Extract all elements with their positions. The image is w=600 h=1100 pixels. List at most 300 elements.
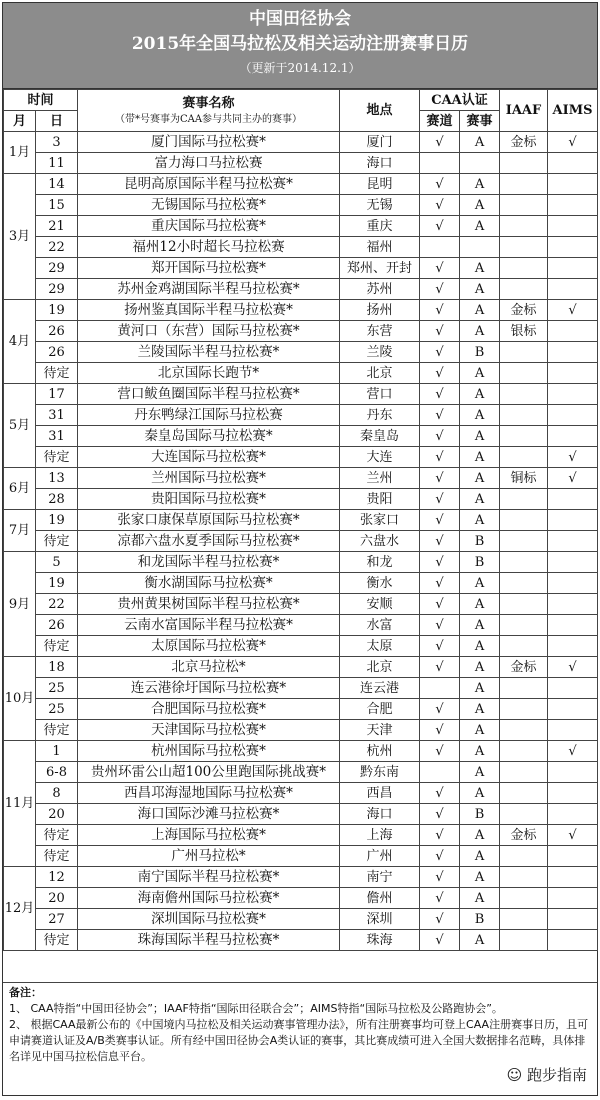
course-cert-cell: √ (420, 825, 460, 846)
place-cell: 深圳 (340, 909, 420, 930)
aims-cell (548, 321, 598, 342)
day-cell: 待定 (36, 636, 78, 657)
event-cert-cell: A (460, 279, 500, 300)
iaaf-cell (500, 678, 548, 699)
table-row (4, 720, 598, 741)
day-cell: 12 (36, 867, 78, 888)
event-cert-cell: A (460, 573, 500, 594)
place-cell: 丹东 (340, 405, 420, 426)
iaaf-cell (500, 804, 548, 825)
place-cell: 营口 (340, 384, 420, 405)
month-cell: 11月 (4, 741, 36, 867)
watermark: ☺ 跑步指南 (506, 1066, 587, 1084)
event-name-cell: 南宁国际半程马拉松赛* (78, 867, 340, 888)
aims-cell (548, 384, 598, 405)
table-row (4, 846, 598, 867)
month-cell: 7月 (4, 510, 36, 552)
course-cert-cell (420, 678, 460, 699)
event-name-cell: 扬州鉴真国际半程马拉松赛* (78, 300, 340, 321)
day-cell: 26 (36, 321, 78, 342)
note-2: 2、 根据CAA最新公布的《中国境内马拉松及相关运动赛事管理办法》，所有注册赛事均可登上CAA注册赛事日历，且可申请赛道认证及A/B类赛事认证。所有经中国田径协会A类认证的赛事，其比赛成绩可进入全国大数据排名范畴，具体排名详见中国马拉松信息平台。 (9, 1018, 589, 1063)
event-name-cell: 海南儋州国际马拉松赛* (78, 888, 340, 909)
iaaf-cell (500, 909, 548, 930)
event-name-cell: 上海国际马拉松赛* (78, 825, 340, 846)
iaaf-cell (500, 258, 548, 279)
event-cert-cell: A (460, 636, 500, 657)
month-cell: 5月 (4, 384, 36, 468)
iaaf-cell (500, 426, 548, 447)
event-cert-cell: A (460, 615, 500, 636)
table-row (4, 405, 598, 426)
table-row (4, 594, 598, 615)
iaaf-cell: 金标 (500, 300, 548, 321)
event-name-cell: 无锡国际马拉松赛* (78, 195, 340, 216)
place-cell: 东营 (340, 321, 420, 342)
event-cert-cell: A (460, 216, 500, 237)
day-cell: 28 (36, 489, 78, 510)
calendar-page (2, 2, 598, 1096)
iaaf-cell (500, 489, 548, 510)
event-cert-cell: A (460, 888, 500, 909)
aims-cell (548, 195, 598, 216)
place-cell: 重庆 (340, 216, 420, 237)
place-cell: 上海 (340, 825, 420, 846)
event-name-cell: 贵州黄果树国际半程马拉松赛* (78, 594, 340, 615)
day-cell: 待定 (36, 531, 78, 552)
place-cell: 扬州 (340, 300, 420, 321)
org-name: 中国田径协会 (249, 9, 351, 29)
day-cell: 5 (36, 552, 78, 573)
iaaf-cell (500, 552, 548, 573)
event-cert-cell (460, 153, 500, 174)
table-row (4, 216, 598, 237)
course-cert-cell: √ (420, 867, 460, 888)
iaaf-cell (500, 720, 548, 741)
event-cert-cell: A (460, 132, 500, 153)
event-cert-cell: A (460, 930, 500, 951)
day-cell: 26 (36, 342, 78, 363)
course-cert-cell: √ (420, 699, 460, 720)
course-cert-cell: √ (420, 930, 460, 951)
day-cell: 待定 (36, 930, 78, 951)
event-name-cell: 贵阳国际马拉松赛* (78, 489, 340, 510)
iaaf-cell (500, 636, 548, 657)
title-block (3, 3, 597, 89)
aims-cell (548, 405, 598, 426)
day-cell: 3 (36, 132, 78, 153)
event-cert-cell: A (460, 468, 500, 489)
event-name-cell: 秦皇岛国际马拉松赛* (78, 426, 340, 447)
place-cell: 南宁 (340, 867, 420, 888)
event-name-cell: 珠海国际半程马拉松赛* (78, 930, 340, 951)
event-cert-cell: A (460, 762, 500, 783)
event-name-cell: 郑开国际马拉松赛* (78, 258, 340, 279)
day-cell: 待定 (36, 825, 78, 846)
aims-cell (548, 279, 598, 300)
aims-cell: √ (548, 132, 598, 153)
event-name-cell: 黄河口（东营）国际马拉松赛* (78, 321, 340, 342)
table-row (4, 447, 598, 468)
event-cert-cell: A (460, 846, 500, 867)
iaaf-cell (500, 888, 548, 909)
day-cell: 待定 (36, 447, 78, 468)
event-cert-cell: A (460, 594, 500, 615)
place-cell: 兰陵 (340, 342, 420, 363)
notes (3, 982, 597, 1067)
course-cert-cell: √ (420, 510, 460, 531)
calendar-title: 2015年全国马拉松及相关运动注册赛事日历 (131, 34, 469, 54)
place-cell: 和龙 (340, 552, 420, 573)
place-cell: 儋州 (340, 888, 420, 909)
event-cert-cell: A (460, 720, 500, 741)
iaaf-cell (500, 615, 548, 636)
day-cell: 20 (36, 888, 78, 909)
table-row (4, 699, 598, 720)
col-place: 地点 (340, 90, 420, 132)
aims-cell (548, 846, 598, 867)
iaaf-cell (500, 699, 548, 720)
col-course: 赛道 (420, 111, 460, 132)
event-name-cell: 北京国际长跑节* (78, 363, 340, 384)
course-cert-cell: √ (420, 174, 460, 195)
iaaf-cell (500, 930, 548, 951)
iaaf-cell (500, 594, 548, 615)
place-cell: 郑州、开封 (340, 258, 420, 279)
day-cell: 22 (36, 237, 78, 258)
course-cert-cell: √ (420, 384, 460, 405)
event-cert-cell: A (460, 678, 500, 699)
day-cell: 21 (36, 216, 78, 237)
course-cert-cell: √ (420, 321, 460, 342)
day-cell: 19 (36, 300, 78, 321)
event-cert-cell: A (460, 363, 500, 384)
place-cell: 大连 (340, 447, 420, 468)
iaaf-cell (500, 783, 548, 804)
course-cert-cell: √ (420, 300, 460, 321)
place-cell: 海口 (340, 153, 420, 174)
day-cell: 27 (36, 909, 78, 930)
aims-cell (548, 636, 598, 657)
place-cell: 太原 (340, 636, 420, 657)
course-cert-cell: √ (420, 342, 460, 363)
aims-cell (548, 510, 598, 531)
event-name-cell: 西昌邛海湿地国际马拉松赛* (78, 783, 340, 804)
day-cell: 待定 (36, 720, 78, 741)
col-event-cert: 赛事 (460, 111, 500, 132)
place-cell: 合肥 (340, 699, 420, 720)
day-cell: 待定 (36, 363, 78, 384)
place-cell: 珠海 (340, 930, 420, 951)
day-cell: 14 (36, 174, 78, 195)
table-row (4, 426, 598, 447)
place-cell: 杭州 (340, 741, 420, 762)
event-cert-cell: A (460, 384, 500, 405)
aims-cell (548, 573, 598, 594)
table-row (4, 867, 598, 888)
aims-cell (548, 258, 598, 279)
course-cert-cell: √ (420, 468, 460, 489)
iaaf-cell: 金标 (500, 825, 548, 846)
event-cert-cell: A (460, 405, 500, 426)
aims-cell (548, 363, 598, 384)
table-row (4, 825, 598, 846)
day-cell: 6-8 (36, 762, 78, 783)
month-cell: 3月 (4, 174, 36, 300)
event-cert-cell (460, 237, 500, 258)
aims-cell (548, 615, 598, 636)
place-cell: 水富 (340, 615, 420, 636)
table-row (4, 552, 598, 573)
table-row (4, 489, 598, 510)
aims-cell (548, 594, 598, 615)
events-body (4, 132, 598, 951)
place-cell: 黔东南 (340, 762, 420, 783)
event-name-cell: 丹东鸭绿江国际马拉松赛 (78, 405, 340, 426)
event-cert-cell: A (460, 825, 500, 846)
course-cert-cell: √ (420, 594, 460, 615)
place-cell: 西昌 (340, 783, 420, 804)
event-name-cell: 富力海口马拉松赛 (78, 153, 340, 174)
place-cell: 兰州 (340, 468, 420, 489)
course-cert-cell: √ (420, 426, 460, 447)
course-cert-cell: √ (420, 636, 460, 657)
table-row (4, 174, 598, 195)
day-cell: 19 (36, 510, 78, 531)
table-row (4, 258, 598, 279)
event-cert-cell: A (460, 258, 500, 279)
event-name-cell: 兰陵国际半程马拉松赛* (78, 342, 340, 363)
course-cert-cell: √ (420, 216, 460, 237)
iaaf-cell (500, 405, 548, 426)
place-cell: 安顺 (340, 594, 420, 615)
iaaf-cell (500, 846, 548, 867)
notes-heading: 备注： (9, 986, 42, 999)
table-row (4, 363, 598, 384)
table-row (4, 783, 598, 804)
aims-cell (548, 699, 598, 720)
iaaf-cell: 银标 (500, 321, 548, 342)
iaaf-cell (500, 174, 548, 195)
event-cert-cell: A (460, 321, 500, 342)
table-row (4, 678, 598, 699)
day-cell: 待定 (36, 846, 78, 867)
event-name-cell: 重庆国际马拉松赛* (78, 216, 340, 237)
course-cert-cell: √ (420, 489, 460, 510)
place-cell: 贵阳 (340, 489, 420, 510)
aims-cell (548, 720, 598, 741)
event-name-cell: 北京马拉松* (78, 657, 340, 678)
course-cert-cell (420, 153, 460, 174)
iaaf-cell (500, 741, 548, 762)
course-cert-cell: √ (420, 258, 460, 279)
event-cert-cell: B (460, 552, 500, 573)
table-row (4, 468, 598, 489)
table-row (4, 909, 598, 930)
course-cert-cell: √ (420, 720, 460, 741)
aims-cell: √ (548, 300, 598, 321)
iaaf-cell (500, 153, 548, 174)
place-cell: 连云港 (340, 678, 420, 699)
event-name-cell: 凉都六盘水夏季国际马拉松赛* (78, 531, 340, 552)
day-cell: 25 (36, 678, 78, 699)
event-name-cell: 深圳国际马拉松赛* (78, 909, 340, 930)
table-row (4, 153, 598, 174)
day-cell: 1 (36, 741, 78, 762)
event-name-cell: 福州12小时超长马拉松赛 (78, 237, 340, 258)
event-cert-cell: A (460, 867, 500, 888)
aims-cell: √ (548, 447, 598, 468)
aims-cell (548, 762, 598, 783)
col-caa: CAA认证 (420, 90, 500, 111)
course-cert-cell: √ (420, 279, 460, 300)
course-cert-cell: √ (420, 363, 460, 384)
course-cert-cell: √ (420, 741, 460, 762)
table-row (4, 573, 598, 594)
aims-cell (548, 237, 598, 258)
event-name-cell: 营口鲅鱼圈国际半程马拉松赛* (78, 384, 340, 405)
course-cert-cell: √ (420, 846, 460, 867)
course-cert-cell: √ (420, 657, 460, 678)
iaaf-cell (500, 867, 548, 888)
course-cert-cell: √ (420, 195, 460, 216)
aims-cell (548, 342, 598, 363)
event-name-cell: 云南水富国际半程马拉松赛* (78, 615, 340, 636)
event-name-cell: 天津国际马拉松赛* (78, 720, 340, 741)
event-name-cell: 衡水湖国际马拉松赛* (78, 573, 340, 594)
month-cell: 10月 (4, 657, 36, 741)
table-row (4, 636, 598, 657)
event-cert-cell: A (460, 657, 500, 678)
event-cert-cell: A (460, 510, 500, 531)
place-cell: 福州 (340, 237, 420, 258)
aims-cell (548, 804, 598, 825)
table-row (4, 930, 598, 951)
table-row (4, 762, 598, 783)
day-cell: 17 (36, 384, 78, 405)
col-month: 月 (4, 111, 36, 132)
place-cell: 北京 (340, 363, 420, 384)
table-row (4, 321, 598, 342)
aims-cell (548, 489, 598, 510)
month-cell: 1月 (4, 132, 36, 174)
event-name-cell: 连云港徐圩国际马拉松赛* (78, 678, 340, 699)
aims-cell: √ (548, 825, 598, 846)
course-cert-cell (420, 237, 460, 258)
iaaf-cell (500, 237, 548, 258)
event-cert-cell: A (460, 489, 500, 510)
place-cell: 苏州 (340, 279, 420, 300)
aims-cell (548, 678, 598, 699)
event-name-cell: 昆明高原国际半程马拉松赛* (78, 174, 340, 195)
day-cell: 19 (36, 573, 78, 594)
place-cell: 衡水 (340, 573, 420, 594)
day-cell: 26 (36, 615, 78, 636)
table-row (4, 615, 598, 636)
iaaf-cell: 金标 (500, 132, 548, 153)
aims-cell (548, 174, 598, 195)
event-cert-cell: B (460, 909, 500, 930)
note-1: 1、 CAA特指“中国田径协会”；IAAF特指“国际田径联合会”；AIMS特指“国际马拉松及公路跑协会”。 (9, 1002, 503, 1015)
aims-cell (548, 552, 598, 573)
event-cert-cell: A (460, 300, 500, 321)
event-cert-cell: B (460, 804, 500, 825)
iaaf-cell (500, 384, 548, 405)
col-event-name (78, 90, 340, 132)
day-cell: 31 (36, 405, 78, 426)
event-cert-cell: A (460, 447, 500, 468)
day-cell: 25 (36, 699, 78, 720)
iaaf-cell: 金标 (500, 657, 548, 678)
watermark-text: 跑步指南 (526, 1066, 587, 1084)
iaaf-cell (500, 762, 548, 783)
place-cell: 张家口 (340, 510, 420, 531)
aims-cell: √ (548, 741, 598, 762)
event-cert-cell: A (460, 195, 500, 216)
table-row (4, 384, 598, 405)
place-cell: 秦皇岛 (340, 426, 420, 447)
aims-cell: √ (548, 657, 598, 678)
table-row (4, 132, 598, 153)
iaaf-cell: 铜标 (500, 468, 548, 489)
day-cell: 13 (36, 468, 78, 489)
table-row (4, 804, 598, 825)
event-cert-cell: A (460, 174, 500, 195)
day-cell: 8 (36, 783, 78, 804)
event-cert-cell: B (460, 531, 500, 552)
event-name-cell: 苏州金鸡湖国际半程马拉松赛* (78, 279, 340, 300)
course-cert-cell: √ (420, 804, 460, 825)
table-row (4, 888, 598, 909)
table-row (4, 657, 598, 678)
table-row (4, 300, 598, 321)
events-table (3, 89, 598, 951)
place-cell: 无锡 (340, 195, 420, 216)
aims-cell (548, 153, 598, 174)
iaaf-cell (500, 447, 548, 468)
month-cell: 4月 (4, 300, 36, 384)
event-cert-cell: B (460, 342, 500, 363)
aims-cell (548, 930, 598, 951)
event-name-cell: 合肥国际马拉松赛* (78, 699, 340, 720)
place-cell: 广州 (340, 846, 420, 867)
day-cell: 20 (36, 804, 78, 825)
aims-cell (548, 888, 598, 909)
event-name-cell: 兰州国际马拉松赛* (78, 468, 340, 489)
day-cell: 31 (36, 426, 78, 447)
course-cert-cell: √ (420, 888, 460, 909)
event-name-cell: 太原国际马拉松赛* (78, 636, 340, 657)
day-cell: 22 (36, 594, 78, 615)
month-cell: 6月 (4, 468, 36, 510)
event-name-cell: 厦门国际马拉松赛* (78, 132, 340, 153)
col-time: 时间 (4, 90, 78, 111)
iaaf-cell (500, 531, 548, 552)
table-row (4, 237, 598, 258)
event-name-cell: 海口国际沙滩马拉松赛* (78, 804, 340, 825)
event-name-cell: 贵州环雷公山超100公里跑国际挑战赛* (78, 762, 340, 783)
event-cert-cell: A (460, 783, 500, 804)
place-cell: 北京 (340, 657, 420, 678)
place-cell: 天津 (340, 720, 420, 741)
table-row (4, 195, 598, 216)
table-row (4, 510, 598, 531)
col-day: 日 (36, 111, 78, 132)
course-cert-cell: √ (420, 405, 460, 426)
iaaf-cell (500, 279, 548, 300)
day-cell: 11 (36, 153, 78, 174)
day-cell: 15 (36, 195, 78, 216)
event-cert-cell: A (460, 426, 500, 447)
